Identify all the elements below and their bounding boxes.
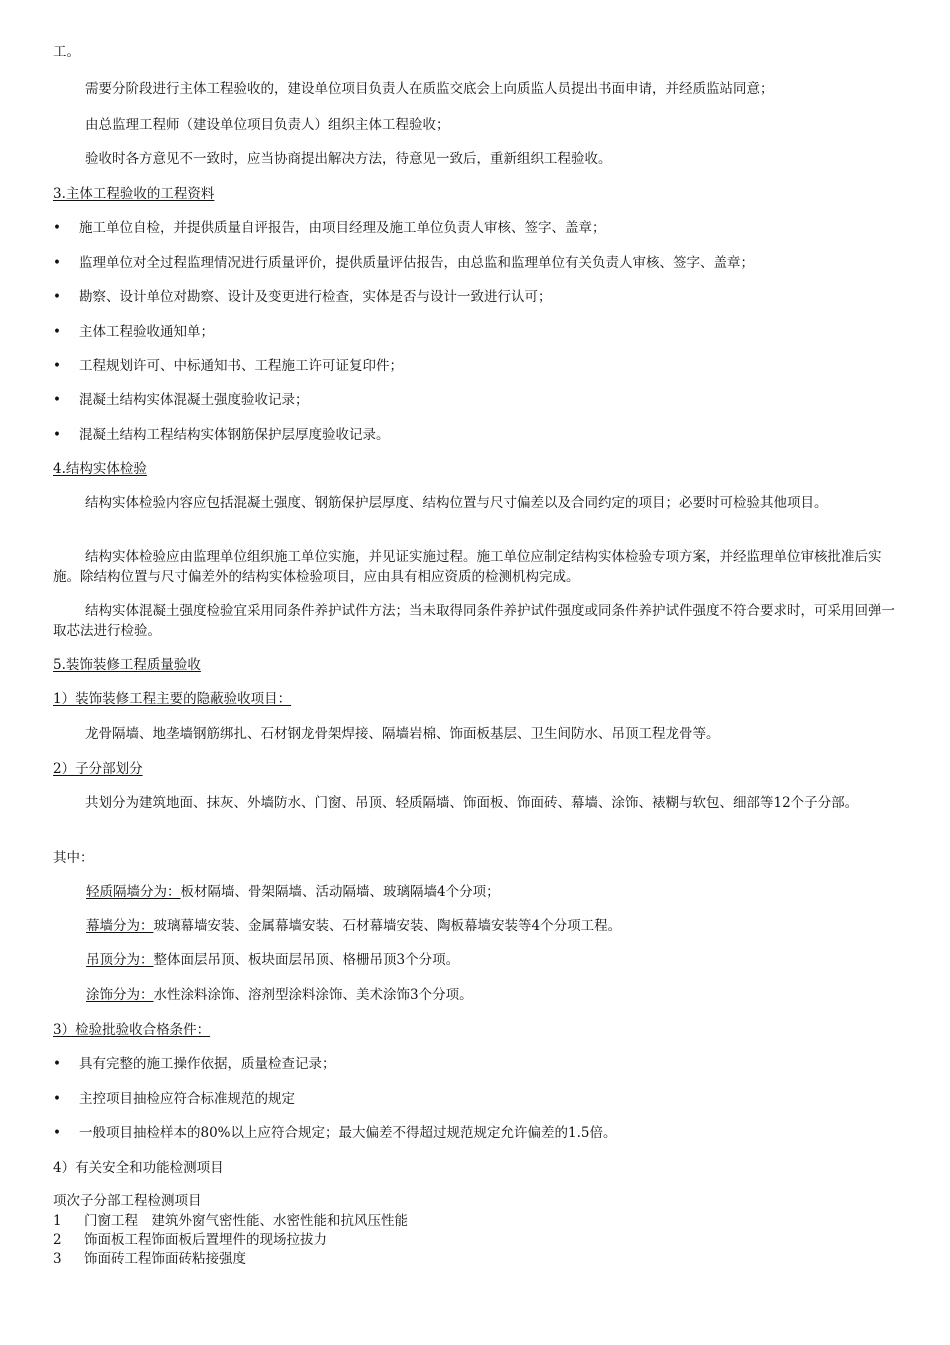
bullet: •: [53, 289, 61, 305]
bullet: •: [53, 392, 61, 408]
subsection-heading: 1）装饰装修工程主要的隐蔽验收项目：: [53, 691, 292, 707]
paragraph: 需要分阶段进行主体工程验收的，建设单位项目负责人在质监交底会上向质监人员提出书面申请，并经质监站同意；: [85, 81, 774, 97]
row-text: 饰面板工程饰面板后置埋件的现场拉拔力: [84, 1232, 327, 1248]
row-number: 1: [53, 1213, 62, 1229]
subsection-heading: 4）有关安全和功能检测项目: [53, 1160, 224, 1176]
row-text: 门窗工程 建筑外窗气密性能、水密性能和抗风压性能: [84, 1213, 408, 1229]
paragraph: 结构实体检验应由监理单位组织施工单位实施，并见证实施过程。施工单位应制定结构实体检验专项方案，并经监理单位审核批准后实施。除结构位置与尺寸偏差外的结构实体检验项目，应由具有相应资质的检测机构完成。: [53, 549, 882, 585]
row-text: 饰面砖工程饰面砖粘接强度: [84, 1251, 246, 1267]
sub-item-text: 玻璃幕墙安装、金属幕墙安装、石材幕墙安装、陶板幕墙安装等4个分项工程。: [153, 918, 622, 934]
paragraph: 龙骨隔墙、地垄墙钢筋绑扎、石材钢龙骨架焊接、隔墙岩棉、饰面板基层、卫生间防水、吊顶工程龙骨等。: [85, 726, 720, 742]
paragraph: 其中：: [53, 850, 94, 866]
bullet: •: [53, 324, 61, 340]
sub-item-text: 板材隔墙、骨架隔墙、活动隔墙、玻璃隔墙4个分项；: [180, 884, 500, 900]
paragraph: 验收时各方意见不一致时，应当协商提出解决方法，待意见一致后，重新组织工程验收。: [85, 151, 612, 167]
paragraph: 共划分为建筑地面、抹灰、外墙防水、门窗、吊顶、轻质隔墙、饰面板、饰面砖、幕墙、涂饰、裱糊与软包、细部等12个子分部。: [85, 795, 859, 811]
sub-item-label: 轻质隔墙分为：: [86, 884, 181, 900]
section-heading: 3.主体工程验收的工程资料: [53, 186, 215, 202]
subsection-heading: 2）子分部划分: [53, 761, 143, 777]
section-heading: 5.装饰装修工程质量验收: [53, 657, 201, 673]
paragraph: 结构实体混凝土强度检验宜采用同条件养护试件方法；当未取得同条件养护试件强度或同条件养护试件强度不符合要求时，可采用回弹一取芯法进行检验。: [53, 603, 895, 639]
sub-item-label: 幕墙分为：: [86, 918, 154, 934]
sub-item: [86, 883, 500, 901]
bullet: •: [53, 255, 61, 271]
paragraph: 结构实体检验内容应包括混凝土强度、钢筋保护层厚度、结构位置与尺寸偏差以及合同约定的项目；必要时可检验其他项目。: [85, 495, 828, 511]
bullet: •: [53, 1091, 61, 1107]
table-header: 项次子分部工程检测项目: [53, 1193, 202, 1209]
bullet: •: [53, 427, 61, 443]
paragraph: 由总监理工程师（建设单位项目负责人）组织主体工程验收；: [85, 117, 450, 133]
sub-item: [86, 917, 621, 935]
document-page: 工。 需要分阶段进行主体工程验收的，建设单位项目负责人在质监交底会上向质监人员提出书面申请，并经质监站同意； 由总监理工程师（建设单位项目负责人）组织主体工程验收； 验收时各方意见不一致时，应当协商提出解决方法，待意见一致后，重新组织工程验收。 3.主体工程验收的工程资料 • 施工单位自检，并提供质量自评报告，由项目经理及施工单位负责人审核、签字、盖章； • 监理单位对全过程监理情况进行质量评价，提供质量评估报告，由总监和监理单位有关负责人审核、签字、盖章； • 勘察、设计单位对勘察、设计及变更进行检查，实体是否与设计一致进行认可； • 主体工程验收通知单； • 工程规划许可、中标通知书、工程施工许可证复印件； • 混凝土结构实体混凝土强度验收记录； • 混凝土结构工程结构实体钢筋保护层厚度验收记录。 4.结构实体检验 结构实体检验内容应包括混凝土强度、钢筋保护层厚度、结构位置与尺寸偏差以及合同约定的项目；必要时可检验其他项目。 结构实体检验应由监理单位组织施工单位实施，并见证实施过程。施工单位应制定结构实体检验专项方案，并经监理单位审核批准后实施。除结构位置与尺寸偏差外的结构实体检验项目，应由具有相应资质的检测机构完成。 结构实体混凝土强度检验宜采用同条件养护试件方法；当未取得同条件养护试件强度或同条件养护试件强度不符合要求时，可采用回弹一取芯法进行检验。 5.装饰装修工程质量验收 1）装饰装修工程主要的隐蔽验收项目： 龙骨隔墙、地垄墙钢筋绑扎、石材钢龙骨架焊接、隔墙岩棉、饰面板基层、卫生间防水、吊顶工程龙骨等。 2）子分部划分 共划分为建筑地面、抹灰、外墙防水、门窗、吊顶、轻质隔墙、饰面板、饰面砖、幕墙、涂饰、裱糊与软包、细部等12个子分部。 其中： 轻质隔墙分为：板材隔墙、骨架隔墙、活动隔墙、玻璃隔墙4个分项； 幕墙分为：玻璃幕墙安装、金属幕墙安装、石材幕墙安装、陶板幕墙安装等4个分项工程。 吊顶分为：整体面层吊顶、板块面层吊顶、格栅吊顶3个分项。 涂饰分为：水性涂料涂饰、溶剂型涂料涂饰、美术涂饰3个分项。 3）检验批验收合格条件： • 具有完整的施工操作依据，质量检查记录； • 主控项目抽检应符合标准规范的规定 • 一般项目抽检样本的80%以上应符合规定；最大偏差不得超过规范规定允许偏差的1.5倍。 4）有关安全和功能检测项目 项次子分部工程检测项目 1 门窗工程 建筑外窗气密性能、水密性能和抗风压性能 2 饰面板工程饰面板后置埋件的现场拉拔力 3 饰面砖工程饰面砖粘接强度: [0, 0, 950, 1345]
row-number: 2: [53, 1232, 62, 1248]
sub-item-label: 吊顶分为：: [86, 952, 154, 968]
sub-item-text: 水性涂料涂饰、溶剂型涂料涂饰、美术涂饰3个分项。: [153, 987, 473, 1003]
bullet: •: [53, 220, 61, 236]
continuation-line: 工。: [53, 44, 80, 60]
sub-item-text: 整体面层吊顶、板块面层吊顶、格栅吊顶3个分项。: [153, 952, 460, 968]
section-heading: 4.结构实体检验: [53, 461, 147, 477]
bullet: •: [53, 1056, 61, 1072]
sub-item-label: 涂饰分为：: [86, 987, 154, 1003]
bullet: •: [53, 1125, 61, 1141]
row-number: 3: [53, 1251, 62, 1267]
subsection-heading: 3）检验批验收合格条件：: [53, 1022, 211, 1038]
sub-item: [86, 951, 459, 969]
bullet: •: [53, 358, 61, 374]
sub-item: [86, 986, 473, 1004]
